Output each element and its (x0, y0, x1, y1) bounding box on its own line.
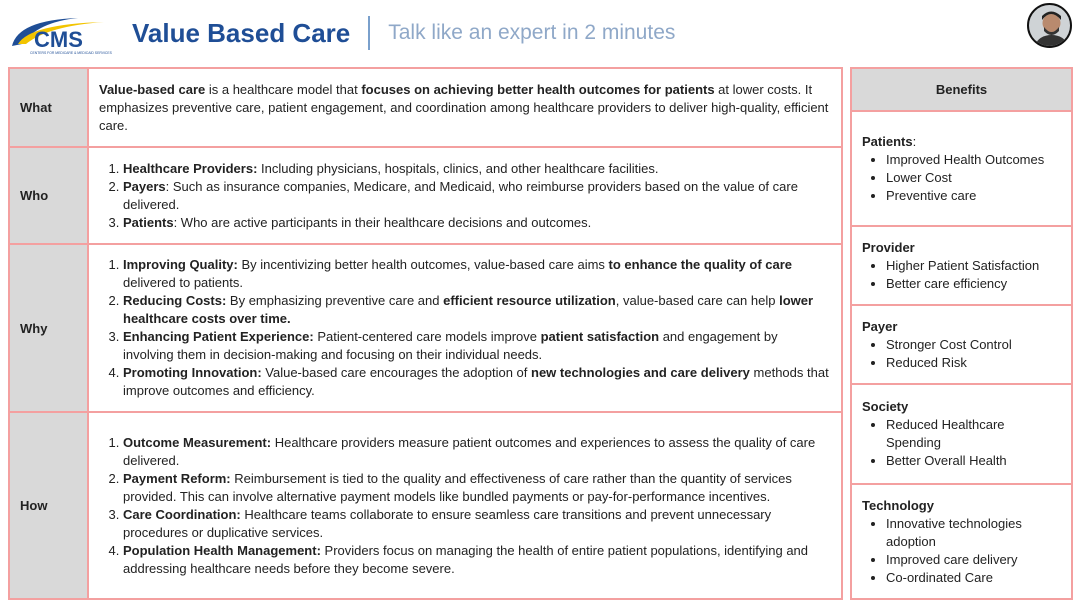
benefit-list (862, 151, 1061, 205)
benefit-list (862, 257, 1061, 293)
benefit-section-technology (852, 485, 1071, 598)
bold-text: Patients (123, 214, 174, 230)
bold-text: Promoting Innovation: (123, 365, 262, 380)
list-item (123, 178, 831, 214)
benefit-item: • Lower Cost (886, 169, 1061, 187)
bold-text: focuses on achieving better health outcomes for patients (361, 81, 715, 97)
list-item (123, 160, 831, 178)
row-label: How (10, 413, 89, 598)
benefit-item: • Reduced Risk (886, 354, 1061, 372)
benefit-item: • Better Overall Health (886, 452, 1061, 470)
bold-text: new technologies and care delivery (531, 365, 750, 380)
benefit-list (862, 416, 1061, 470)
text: Healthcare providers measure patient outcomes and experiences to assess the quality of care delivered. (123, 434, 816, 468)
row-content (89, 245, 841, 411)
benefit-section-title (862, 318, 1061, 336)
section-title-text: Patients (862, 133, 913, 149)
benefit-item: • Innovative technologies adoption (886, 515, 1061, 551)
list-item (123, 542, 831, 578)
text: is a healthcare model that (205, 81, 362, 97)
avatar[interactable] (1027, 3, 1072, 48)
section-title-text: Payer (862, 318, 898, 334)
benefit-section-provider (852, 227, 1071, 306)
benefits-title: Benefits (852, 69, 1071, 112)
benefit-item: • Improved care delivery (886, 551, 1061, 569)
section-title-suffix: : (912, 133, 917, 149)
text: Value-based care encourages the adoption of (261, 365, 531, 380)
row-content (89, 148, 841, 243)
benefit-item: • Preventive care (886, 187, 1061, 205)
svg-text:CMS: CMS (34, 27, 83, 52)
bold-text: Improving Quality: (123, 257, 238, 272)
bold-text: Reducing Costs: (123, 293, 227, 308)
row-label: Who (10, 148, 89, 243)
row-content (89, 413, 841, 598)
bold-text: Enhancing Patient Experience: (123, 329, 314, 344)
bold-text: Payment Reform: (123, 470, 231, 486)
benefit-section-title (862, 398, 1061, 416)
text: Providers focus on managing the health of entire patient populations, identifying and addressing healthcare needs before they become severe. (123, 542, 809, 576)
benefit-section-title (862, 133, 1061, 151)
list-item (123, 506, 831, 542)
bold-text: Outcome Measurement: (123, 434, 272, 450)
bold-text: Population Health Management: (123, 542, 321, 558)
row-label: What (10, 69, 89, 146)
list-item (123, 292, 831, 328)
row-label: Why (10, 245, 89, 411)
row-what (10, 69, 841, 148)
list-item (123, 256, 831, 292)
text: By incentivizing better health outcomes, value-based care aims (237, 257, 609, 272)
list-item (123, 328, 831, 364)
bold-text: lower healthcare costs over time. (123, 293, 814, 326)
benefit-item: • Better care efficiency (886, 275, 1061, 293)
bold-text: Value-based care (99, 81, 206, 97)
text: Patient-centered care models improve (313, 329, 541, 344)
benefit-section-title (862, 239, 1061, 257)
row-who (10, 148, 841, 245)
benefit-item: • Higher Patient Satisfaction (886, 257, 1061, 275)
text: delivered to patients. (123, 275, 243, 290)
benefit-item: • Stronger Cost Control (886, 336, 1061, 354)
list-item (123, 434, 831, 470)
section-title-text: Technology (862, 497, 934, 513)
page-title: Value Based Care (132, 17, 351, 48)
row-content (89, 69, 841, 146)
text: By emphasizing preventive care and (226, 293, 444, 308)
text: Including physicians, hospitals, clinics, and other healthcare facilities. (257, 160, 659, 176)
benefit-item: • Co-ordinated Care (886, 569, 1061, 587)
bold-text: patient satisfaction (540, 329, 660, 344)
info-table (8, 67, 843, 600)
text: Reimbursement is tied to the quality and effectiveness of care rather than the quantity of services provided. This can involve alternative payment models like bundled payments or pay-for-performance incentives. (123, 470, 792, 504)
text: Healthcare teams collaborate to ensure seamless care transitions and prevent unnecessary procedures or duplicative services. (123, 506, 772, 540)
text: : Who are active participants in their healthcare decisions and outcomes. (173, 214, 592, 230)
bold-text: to enhance the quality of care (608, 257, 793, 272)
list-item (123, 364, 831, 400)
bold-text: Payers (123, 178, 166, 194)
benefit-section-title (862, 497, 1061, 515)
benefit-section-payer (852, 306, 1071, 385)
row-how (10, 413, 841, 598)
section-title-text: Society (862, 399, 909, 414)
page-subtitle: Talk like an expert in 2 minutes (388, 21, 676, 44)
text: methods that improve outcomes and efficiency. (123, 365, 829, 398)
bold-text: Care Coordination: (123, 506, 241, 522)
benefit-section-society (852, 385, 1071, 485)
svg-text:CENTERS FOR MEDICARE & MEDICAI: CENTERS FOR MEDICARE & MEDICAID SERVICES (30, 51, 112, 55)
text: : Such as insurance companies, Medicare, and Medicaid, who reimburse providers based on the value of care delivered. (123, 178, 798, 212)
list-item (123, 470, 831, 506)
benefit-item: • Improved Health Outcomes (886, 151, 1061, 169)
row-why (10, 245, 841, 413)
benefit-list (862, 515, 1061, 587)
bold-text: Healthcare Providers: (123, 160, 258, 176)
benefit-section-patients (852, 112, 1071, 227)
benefits-panel (850, 67, 1073, 600)
text: at lower costs. It emphasizes preventive care, patient engagement, and coordination among healthcare providers to deliver high-quality, efficient care. (99, 81, 829, 133)
header (0, 0, 1080, 66)
benefit-list (862, 336, 1061, 372)
text: , value-based care can help (615, 293, 780, 308)
list-item (123, 214, 831, 232)
bold-text: efficient resource utilization (443, 293, 616, 308)
section-title-text: Provider (862, 239, 915, 255)
text: and engagement by involving them in decision-making and focusing on their individual needs. (123, 329, 778, 362)
cms-logo (8, 14, 120, 56)
benefit-item: • Reduced Healthcare Spending (886, 416, 1061, 452)
divider (368, 16, 370, 50)
